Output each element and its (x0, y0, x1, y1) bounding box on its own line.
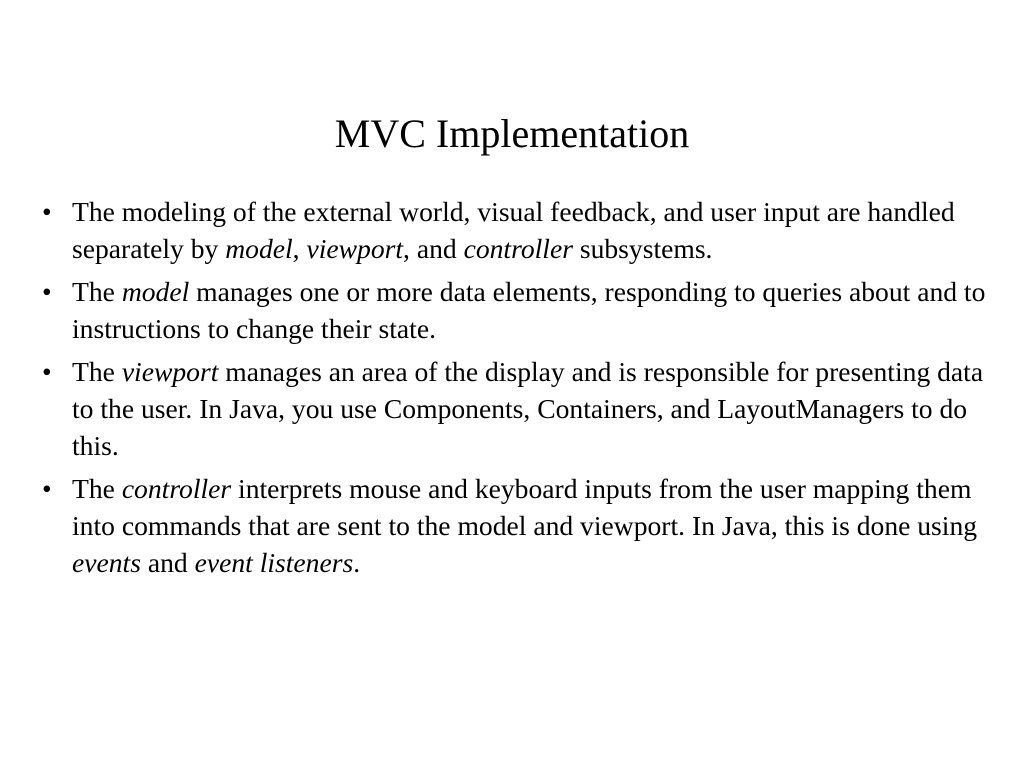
bullet-item (40, 470, 1000, 581)
text-segment: , (292, 233, 307, 264)
text-segment: . (353, 547, 361, 578)
bullet-marker: • (42, 356, 52, 387)
bullet-list (40, 193, 1000, 587)
bullet-item (40, 273, 1000, 347)
text-segment: The modeling of the external world, visual feedback, and user input are handled separately by (72, 196, 955, 264)
bullet-item (40, 193, 1000, 267)
text-segment-italic: event listeners (194, 547, 354, 578)
text-segment-italic: viewport (121, 356, 219, 387)
text-segment: manages one or more data elements, responding to queries about and to instructions to change their state. (72, 276, 986, 344)
text-segment: interprets mouse and keyboard inputs from the user mapping them into commands that are sent to the model and viewport. In Java, this is done using (72, 473, 978, 541)
bullet-marker: • (42, 276, 52, 307)
text-segment: and (140, 547, 195, 578)
text-segment: The (72, 276, 122, 307)
text-segment: The (72, 356, 122, 387)
text-segment-italic: model (225, 233, 293, 264)
text-segment: , and (403, 233, 464, 264)
text-segment-italic: viewport (306, 233, 404, 264)
text-segment: subsystems. (572, 233, 713, 264)
text-segment-italic: events (72, 547, 141, 578)
text-segment: The (72, 473, 122, 504)
bullet-marker: • (42, 196, 52, 227)
text-segment: manages an area of the display and is responsible for presenting data to the user. In Java, you use Components, Containers, and LayoutManagers to do this. (72, 356, 984, 461)
text-segment-italic: model (121, 276, 190, 307)
slide-title: MVC Implementation (334, 111, 690, 156)
bullet-item (40, 353, 1000, 464)
text-segment-italic: controller (463, 233, 573, 264)
bullet-marker: • (42, 473, 52, 504)
text-segment-italic: controller (121, 473, 232, 504)
